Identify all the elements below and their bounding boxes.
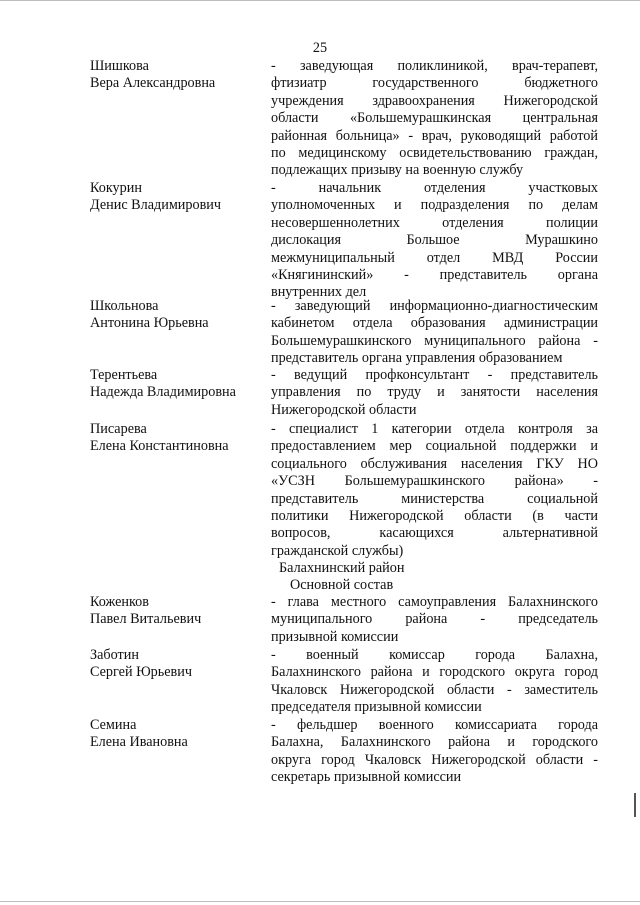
role-line: «Княгининский» - представитель органа: [271, 267, 598, 284]
role-line: по медицинскому освидетельствованию граждан,: [271, 145, 598, 162]
role-line: Балахна, Балахнинского района и городского: [271, 734, 598, 751]
role-line: дислокация Большое Мурашкино: [271, 232, 598, 249]
member-role: [271, 298, 598, 368]
member-given-names: Вера Александровна: [90, 75, 216, 92]
scan-top-edge: [0, 0, 640, 1]
member-given-names: Сергей Юрьевич: [90, 664, 192, 681]
member-surname: Шишкова: [90, 58, 149, 74]
member-name: [90, 58, 270, 93]
scan-bottom-edge: [0, 901, 640, 902]
role-line: уполномоченных и подразделения по делам: [271, 197, 598, 214]
member-given-names: Антонина Юрьевна: [90, 315, 209, 332]
role-line: - фельдшер военного комиссариата города: [271, 717, 598, 733]
member-name: [90, 298, 270, 333]
role-line: предоставлением мер социальной поддержки и: [271, 438, 598, 455]
role-line: подлежащих призыву на военную службу: [271, 162, 524, 179]
role-line: районная больница» - врач, руководящий работой: [271, 127, 598, 144]
member-given-names: Надежда Владимировна: [90, 384, 236, 401]
role-line: социального обслуживания населения ГКУ НО: [271, 455, 598, 472]
member-given-names: Павел Витальевич: [90, 611, 202, 628]
role-line: - заведующая поликлиникой, врач-терапевт,: [271, 58, 598, 74]
role-line: округа город Чкаловск Нижегородской области -: [271, 751, 598, 768]
member-role: [271, 58, 598, 180]
role-line: внутренних дел: [271, 284, 367, 301]
role-line: представитель министерства социальной: [271, 490, 598, 507]
role-line: - глава местного самоуправления Балахнинского: [271, 594, 598, 610]
composition-heading: Основной состав: [290, 577, 394, 593]
member-name: [90, 180, 270, 215]
role-line: - заведующий информационно-диагностическим: [271, 298, 598, 314]
role-line: - специалист 1 категории отдела контроля за: [271, 421, 598, 437]
role-line: председателя призывной комиссии: [271, 699, 482, 716]
role-line: фтизиатр государственного бюджетного: [271, 75, 598, 92]
member-given-names: Елена Ивановна: [90, 734, 188, 751]
role-line: несовершеннолетних отделения полиции: [271, 214, 598, 231]
role-line: Чкаловск Нижегородской области - заместитель: [271, 681, 598, 698]
role-line: гражданской службы): [271, 542, 404, 559]
role-line: Нижегородской области: [271, 401, 417, 418]
role-line: призывной комиссии: [271, 628, 399, 645]
member-role: [271, 367, 598, 419]
member-name: [90, 367, 270, 402]
member-given-names: Денис Владимирович: [90, 197, 222, 214]
role-line: - ведущий профконсультант - представитель: [271, 367, 598, 383]
member-surname: Терентьева: [90, 367, 158, 383]
role-line: политики Нижегородской области (в части: [271, 508, 598, 525]
district-heading: Балахнинский район: [279, 560, 405, 576]
member-role: [271, 180, 598, 302]
role-line: вопросов, касающихся альтернативной: [271, 525, 598, 542]
scan-edge-mark: [634, 793, 636, 817]
role-line: - военный комиссар города Балахна,: [271, 647, 598, 663]
member-surname: Семина: [90, 717, 137, 733]
role-line: Балахнинского района и городского округа город: [271, 664, 598, 681]
member-name: [90, 594, 270, 629]
member-given-names: Елена Константиновна: [90, 438, 229, 455]
role-line: «УСЗН Большемурашкинского района» -: [271, 473, 598, 490]
role-line: представитель органа управления образованием: [271, 350, 563, 367]
member-surname: Заботин: [90, 647, 139, 663]
role-line: области «Большемурашкинская центральная: [271, 110, 598, 127]
member-role: [271, 647, 598, 717]
role-line: учреждения здравоохранения Нижегородской: [271, 92, 598, 109]
role-line: муниципального района - председатель: [271, 611, 598, 628]
role-line: управления по труду и занятости населения: [271, 384, 598, 401]
role-line: межмуниципальный отдел МВД России: [271, 249, 598, 266]
role-line: кабинетом отдела образования администрации: [271, 315, 598, 332]
member-name: [90, 421, 270, 456]
member-surname: Коженков: [90, 594, 149, 610]
member-role: [271, 594, 598, 646]
member-role: [271, 421, 598, 560]
role-line: секретарь призывной комиссии: [271, 769, 462, 786]
role-line: - начальник отделения участковых: [271, 180, 598, 196]
member-role: [271, 717, 598, 787]
member-surname: Кокурин: [90, 180, 142, 196]
member-surname: Школьнова: [90, 298, 159, 314]
member-surname: Писарева: [90, 421, 147, 437]
member-name: [90, 647, 270, 682]
member-name: [90, 717, 270, 752]
role-line: Большемурашкинского муниципального района -: [271, 332, 598, 349]
page-number: 25: [312, 40, 328, 56]
